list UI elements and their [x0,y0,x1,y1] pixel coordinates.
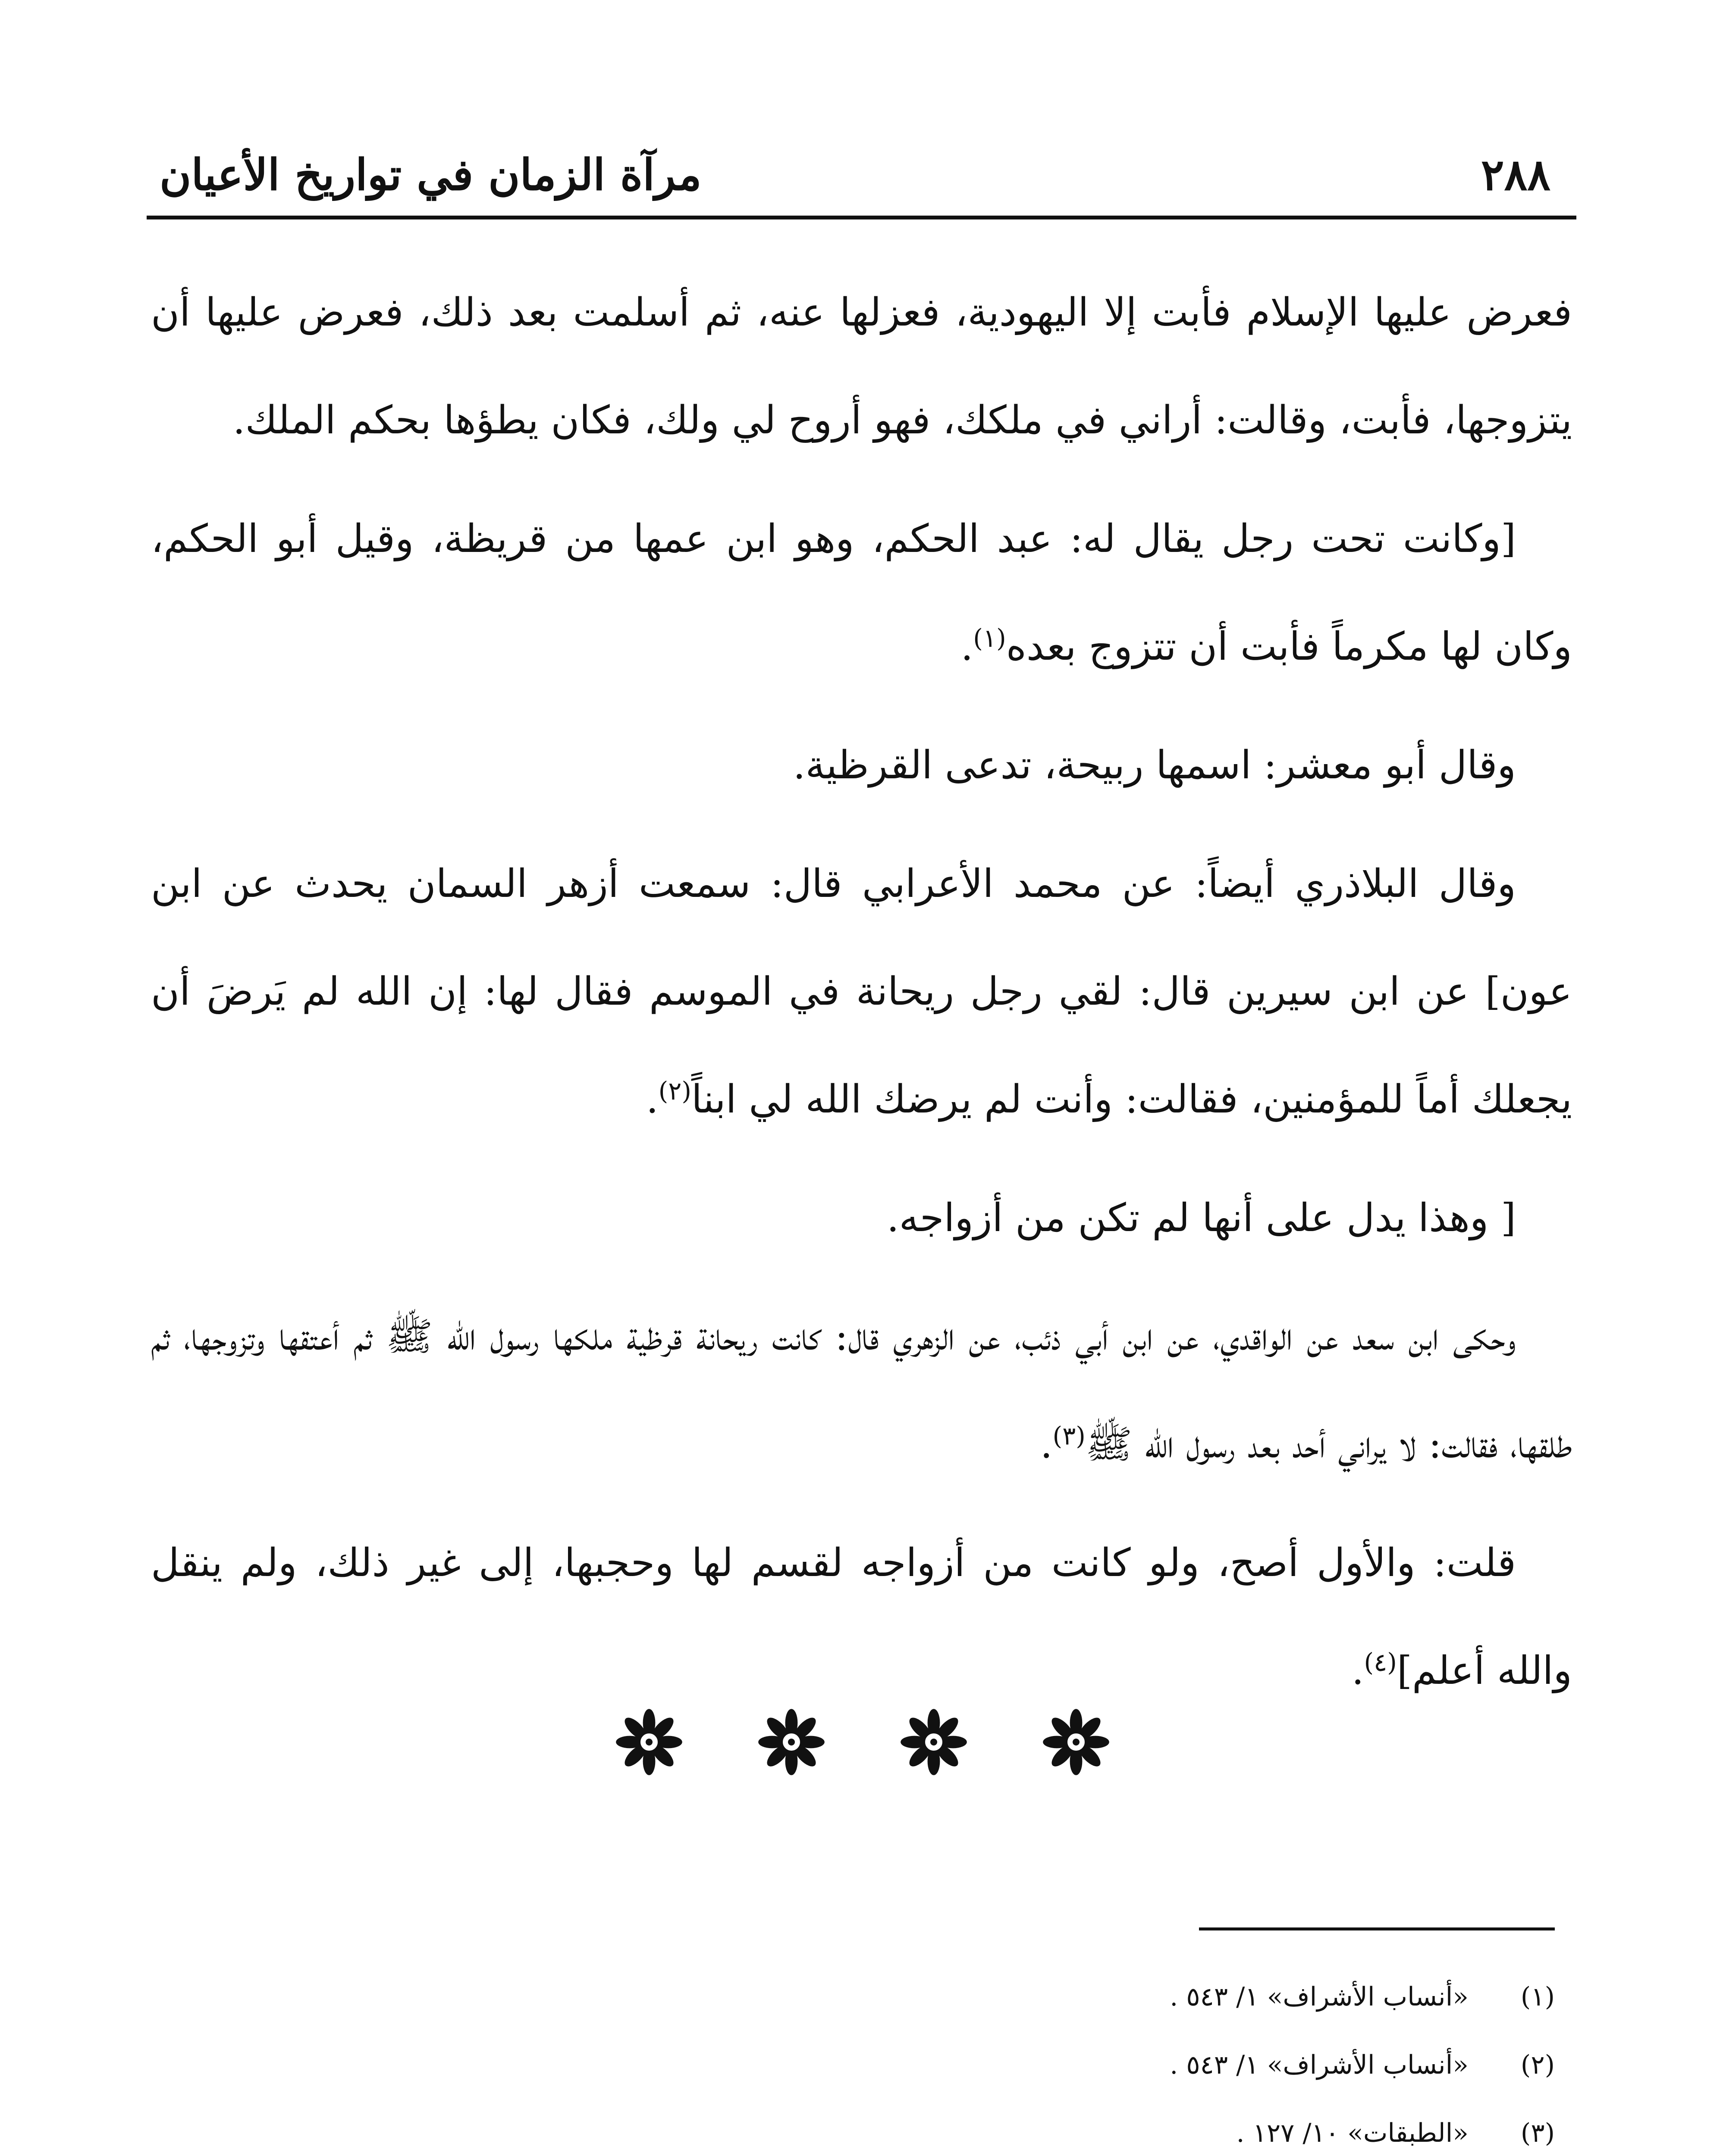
paragraph-text: [وكانت تحت رجل يقال له: عبد الحكم، وهو ابن عمها من قريظة، وقيل أبو الحكم، وكان لها مكرماً فأبت أن تتزوج بعده [151,516,1572,669]
footnote-number: (٢) [1520,2050,1555,2080]
paragraph-text: وقال البلاذري أيضاً: عن محمد الأعرابي قال: سمعت أزهر السمان يحدث عن ابن عون] عن ابن سيرين قال: لقي رجل ريحانة في الموسم فقال لها: إن الله لم يَرضَ أن يجعلك أماً للمؤمنين، فقالت: وأنت لم يرضك الله لي ابناً [151,861,1572,1122]
footnote [173,1966,1555,2028]
paragraph-end: . [646,1077,659,1122]
footnote-text: «الطبقات» ١٠/ ١٢٧ . [1236,2118,1469,2148]
paragraph-end: . [1351,1648,1364,1693]
footnote [173,2103,1555,2156]
paragraph [151,259,1572,474]
flower-ornament-icon [615,1708,684,1777]
paragraph-end: . [1040,1422,1053,1467]
paragraph-text: [ وهذا يدل على أنها لم تكن من أزواجه. [886,1195,1516,1241]
footnote [173,2034,1555,2096]
page-number: ٢٨٨ [1481,149,1550,200]
page-header [147,142,1576,219]
footnote-text: «أنساب الأشراف» ١/ ٥٤٣ . [1170,1982,1469,2012]
paragraph [151,1164,1572,1272]
paragraph [151,1509,1572,1725]
paragraph [151,711,1572,819]
footnotes [173,1966,1555,2156]
footnote-ref: (٢) [658,1076,692,1106]
paragraph [151,1283,1572,1498]
paragraph [151,830,1572,1153]
paragraph-text: فعرض عليها الإسلام فأبت إلا اليهودية، فعزلها عنه، ثم أسلمت بعد ذلك، فعرض عليها أن يتزوجها، فأبت، وقالت: أراني في ملكك، فهو أروح لي ولك، فكان يطؤها بحكم الملك. [151,290,1572,443]
paragraph-text: قلت: والأول أصح، ولو كانت من أزواجه لقسم لها وحجبها، إلى غير ذلك، ولم ينقل والله أعلم] [151,1540,1572,1693]
footnote-text: «أنساب الأشراف» ١/ ٥٤٣ . [1170,2050,1469,2080]
footnote-number: (١) [1520,1982,1555,2012]
footnote-ref: (٤) [1364,1648,1397,1677]
flower-ornament-icon [757,1708,826,1777]
section-divider [518,1695,1208,1789]
running-title: مرآة الزمان في تواريخ الأعيان [160,149,702,200]
paragraph [151,485,1572,701]
paragraph-text: وقال أبو معشر: اسمها ربيحة، تدعى القرظية. [793,743,1516,788]
paragraph-end: . [960,624,973,669]
footnote-ref: (١) [973,624,1006,653]
footnote-separator [1199,1927,1555,1930]
flower-ornament-icon [1042,1708,1111,1777]
main-text [151,259,1572,1736]
footnote-ref: (٣) [1052,1421,1086,1451]
paragraph-text: وحكى ابن سعد عن الواقدي، عن ابن أبي ذئب، عن الزهري قال: كانت ريحانة قرظية ملكها رسول الله ﷺ ثم أعتقها وتزوجها، ثم طلقها، فقالت: لا يراني أحد بعد رسول الله ﷺ [151,1314,1572,1467]
flower-ornament-icon [899,1708,968,1777]
footnote-number: (٣) [1520,2118,1555,2148]
